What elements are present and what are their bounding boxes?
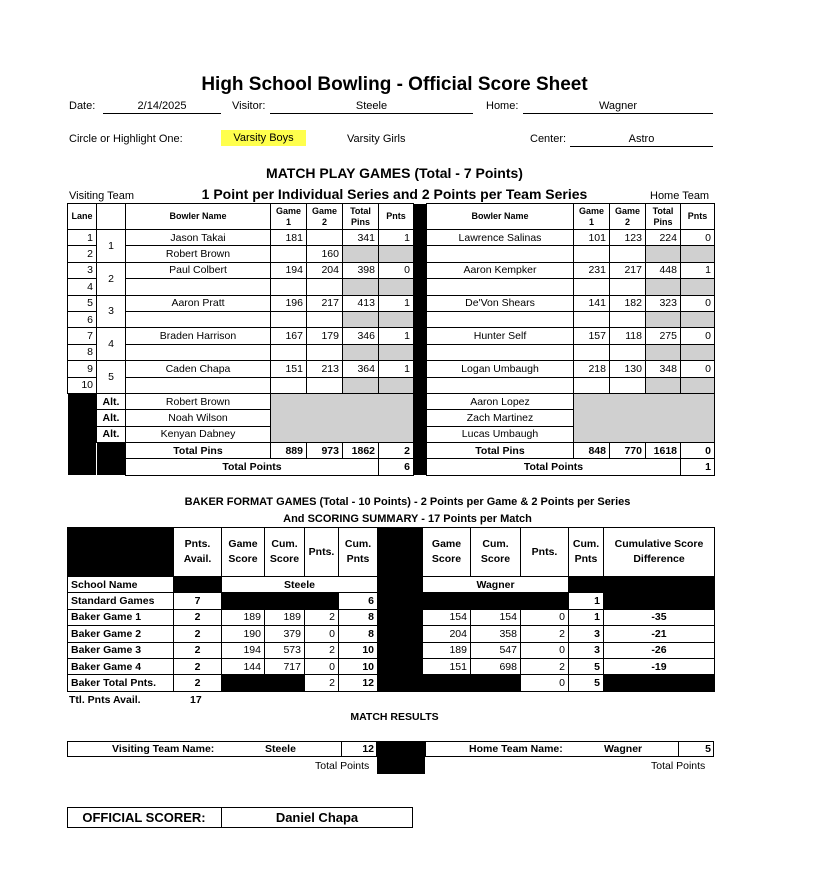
home-total-pins: 275: [646, 328, 681, 344]
lane-number: 8: [68, 344, 97, 360]
baker-avail: 2: [174, 675, 222, 691]
match-play-heading: MATCH PLAY GAMES (Total - 7 Points): [266, 165, 523, 181]
home-game1[interactable]: 141: [574, 295, 610, 311]
baker-heading-1: BAKER FORMAT GAMES (Total - 10 Points) - 2 Points per Game & 2 Points per Series: [184, 496, 631, 508]
visitor-cum-pnts: 6: [339, 593, 378, 609]
home-total-points-label: Total Points: [651, 760, 706, 772]
col-total-header: Total Pins: [343, 204, 379, 230]
col-lane-header: Lane: [68, 204, 97, 230]
home-total-pnts: 0: [681, 443, 715, 459]
center-label: Center:: [530, 133, 567, 145]
home-game1[interactable]: [574, 377, 610, 393]
cumulative-difference: -19: [604, 658, 715, 674]
home-game-score[interactable]: 189: [423, 642, 471, 658]
home-pnts: 0: [681, 295, 715, 311]
home-game2[interactable]: 130: [610, 361, 646, 377]
baker-avail: 2: [174, 658, 222, 674]
visitor-cum-pnts: 12: [339, 675, 378, 691]
home-game2[interactable]: 217: [610, 262, 646, 278]
col-game1-header: Game 1: [271, 204, 307, 230]
home-cum-pnts: 5: [569, 675, 604, 691]
baker-avail: 2: [174, 642, 222, 658]
baker-blank: [604, 593, 715, 609]
visitor-game1[interactable]: [271, 344, 307, 360]
visitor-baker-pnts: 0: [305, 626, 339, 642]
visitor-pnts: [379, 279, 414, 295]
home-alternate[interactable]: Lucas Umbaugh: [427, 426, 574, 442]
home-total-pins: 224: [646, 230, 681, 246]
visitor-baker-pnts: 2: [305, 675, 339, 691]
official-scorer-name[interactable]: Daniel Chapa: [275, 810, 359, 825]
total-points-row: [68, 459, 715, 475]
table-row: [68, 377, 715, 393]
visitor-game1[interactable]: [271, 311, 307, 327]
visitor-game1[interactable]: 151: [271, 361, 307, 377]
cumulative-difference: -35: [604, 609, 715, 625]
visitor-total-pins: 364: [343, 361, 379, 377]
center-field[interactable]: Astro: [570, 132, 713, 147]
alt-row: [68, 393, 715, 409]
col-home-bowler-header: Bowler Name: [427, 204, 574, 230]
home-total-game2: 770: [610, 443, 646, 459]
visitor-bowler-name[interactable]: Paul Colbert: [126, 262, 271, 278]
home-game1[interactable]: [574, 311, 610, 327]
home-alternate[interactable]: Aaron Lopez: [427, 393, 574, 409]
lane-number: 9: [68, 361, 97, 377]
bowler-position: 2: [97, 262, 126, 295]
baker-avail: 2: [174, 626, 222, 642]
home-total-points-label: Total Points: [427, 459, 681, 475]
cumulative-difference: -21: [604, 626, 715, 642]
total-points-label: Total Points: [126, 459, 379, 475]
home-bowler-name[interactable]: Logan Umbaugh: [427, 361, 574, 377]
school-name-label: School Name: [68, 577, 174, 593]
visitor-baker-pnts: 2: [305, 609, 339, 625]
alt-block-fill: [97, 443, 126, 459]
visitor-pnts: 1: [379, 295, 414, 311]
baker-game-score-header: Game Score: [222, 528, 265, 577]
table-row: [68, 246, 715, 262]
home-pnts: [681, 344, 715, 360]
bowler-position: 5: [97, 361, 126, 394]
home-bowler-name[interactable]: [427, 344, 574, 360]
home-cum-pnts: 3: [569, 626, 604, 642]
visitor-game1[interactable]: 196: [271, 295, 307, 311]
lane-number: 5: [68, 295, 97, 311]
home-team-name: Wagner: [604, 743, 643, 755]
visitor-game1[interactable]: 181: [271, 230, 307, 246]
baker-blank: [423, 593, 521, 609]
table-row: [68, 262, 715, 278]
visitor-baker-pnts: 0: [305, 658, 339, 674]
visitor-pnts: [379, 377, 414, 393]
visitor-game-score[interactable]: 144: [222, 658, 265, 674]
visiting-total-points-label: Total Points: [315, 760, 370, 772]
home-bowler-name[interactable]: Hunter Self: [427, 328, 574, 344]
visitor-bowler-name[interactable]: [126, 279, 271, 295]
visitor-total-pins: 398: [343, 262, 379, 278]
home-pnts: [681, 279, 715, 295]
visiting-total-points: 12: [362, 743, 374, 755]
visitor-bowler-name[interactable]: Aaron Pratt: [126, 295, 271, 311]
home-game1[interactable]: [574, 279, 610, 295]
home-team-name-label: Home Team Name:: [469, 743, 563, 755]
visitor-total-game1: 889: [271, 443, 307, 459]
home-game1[interactable]: [574, 246, 610, 262]
home-game1[interactable]: [574, 344, 610, 360]
visitor-game2[interactable]: 213: [307, 361, 343, 377]
baker-avail: 7: [174, 593, 222, 609]
visitor-cum-score: 189: [265, 609, 305, 625]
home-alternate[interactable]: Zach Martinez: [427, 410, 574, 426]
home-game1[interactable]: 231: [574, 262, 610, 278]
visitor-total-pins: [343, 311, 379, 327]
visiting-team-name-label: Visiting Team Name:: [112, 743, 215, 755]
date-field[interactable]: 2/14/2025: [103, 99, 221, 114]
home-cum-score: 547: [471, 642, 521, 658]
visitor-bowler-name[interactable]: [126, 311, 271, 327]
visitor-game2[interactable]: 204: [307, 262, 343, 278]
home-label: Home:: [486, 100, 519, 112]
visitor-cum-pnts: 8: [339, 609, 378, 625]
match-play-subheading: 1 Point per Individual Series and 2 Points per Team Series: [201, 186, 588, 202]
lane-number: 3: [68, 262, 97, 278]
baker-pnts-header: Pnts.: [305, 528, 339, 577]
baker-blank: [305, 593, 339, 609]
alt-label: Alt.: [97, 393, 126, 409]
home-pnts: 0: [681, 361, 715, 377]
visitor-game-score[interactable]: 189: [222, 609, 265, 625]
home-total-pins: [646, 344, 681, 360]
alt-label: Alt.: [97, 410, 126, 426]
baker-blank: [222, 675, 305, 691]
baker-row-label: Standard Games: [68, 593, 174, 609]
home-pnts: [681, 377, 715, 393]
home-bowler-name[interactable]: [427, 377, 574, 393]
baker-avail: 2: [174, 609, 222, 625]
visitor-game2[interactable]: [307, 230, 343, 246]
home-pnts: 0: [681, 230, 715, 246]
col-pnts-header: Pnts: [379, 204, 414, 230]
visitor-cum-pnts: 10: [339, 658, 378, 674]
visitor-total-all: 1862: [343, 443, 379, 459]
visitor-alternate[interactable]: Kenyan Dabney: [126, 426, 271, 442]
visitor-alternate[interactable]: Robert Brown: [126, 393, 271, 409]
visitor-game2[interactable]: [307, 279, 343, 295]
home-baker-pnts: 2: [521, 658, 569, 674]
lane-number: 2: [68, 246, 97, 262]
visitor-game-score[interactable]: 190: [222, 626, 265, 642]
baker-row-label: Baker Game 4: [68, 658, 174, 674]
home-total-pins-label: Total Pins: [427, 443, 574, 459]
table-row: [68, 361, 715, 377]
home-field[interactable]: Wagner: [523, 99, 713, 114]
home-cum-pnts: 3: [569, 642, 604, 658]
home-game2[interactable]: [610, 377, 646, 393]
baker-row-label: Baker Game 1: [68, 609, 174, 625]
visitor-bowler-name[interactable]: [126, 377, 271, 393]
col-home-total-header: Total Pins: [646, 204, 681, 230]
visiting-team-name: Steele: [265, 743, 296, 755]
baker-avail-header: Pnts. Avail.: [174, 528, 222, 577]
home-total-pins: 448: [646, 262, 681, 278]
visitor-total-pins: [343, 377, 379, 393]
home-pnts: [681, 246, 715, 262]
table-row: [68, 344, 715, 360]
home-game-score[interactable]: 151: [423, 658, 471, 674]
visitor-total-pins: 413: [343, 295, 379, 311]
option-varsity-girls[interactable]: Varsity Girls: [347, 133, 406, 145]
home-game2[interactable]: [610, 344, 646, 360]
baker-blank: [423, 675, 521, 691]
total-pins-row: [68, 443, 715, 459]
home-game2[interactable]: [610, 311, 646, 327]
home-bowler-name[interactable]: Aaron Kempker: [427, 262, 574, 278]
visitor-game2[interactable]: 160: [307, 246, 343, 262]
home-game2[interactable]: 118: [610, 328, 646, 344]
visitor-label: Visitor:: [232, 100, 266, 112]
visitor-pnts: [379, 246, 414, 262]
visitor-total-points-value: 6: [379, 459, 414, 475]
home-total-game1: 848: [574, 443, 610, 459]
lane-number: 6: [68, 311, 97, 327]
visitor-pnts: 1: [379, 361, 414, 377]
baker-home-cum-score-header: Cum. Score: [471, 528, 521, 577]
home-bowler-name[interactable]: [427, 246, 574, 262]
visitor-alt-shaded: [271, 393, 414, 442]
visitor-bowler-name[interactable]: Braden Harrison: [126, 328, 271, 344]
alt-block: [68, 393, 97, 475]
visitor-game1[interactable]: [271, 246, 307, 262]
home-bowler-name[interactable]: Lawrence Salinas: [427, 230, 574, 246]
home-bowler-name[interactable]: De'Von Shears: [427, 295, 574, 311]
circle-label: Circle or Highlight One:: [69, 133, 183, 145]
visitor-game1[interactable]: 194: [271, 262, 307, 278]
home-baker-pnts: 0: [521, 609, 569, 625]
visitor-pnts: 1: [379, 328, 414, 344]
table-row: [68, 230, 715, 246]
col-bowler-header: Bowler Name: [126, 204, 271, 230]
home-total-pins: [646, 246, 681, 262]
visitor-pnts: 1: [379, 230, 414, 246]
home-cum-score: 358: [471, 626, 521, 642]
visitor-school-name: Steele: [222, 577, 378, 593]
baker-home-pnts-header: Pnts.: [521, 528, 569, 577]
home-game2[interactable]: [610, 246, 646, 262]
home-game1[interactable]: 218: [574, 361, 610, 377]
baker-cum-pnts-header: Cum. Pnts: [339, 528, 378, 577]
home-game-score[interactable]: 154: [423, 609, 471, 625]
home-total-pins: [646, 311, 681, 327]
table-row: [68, 328, 715, 344]
home-cum-pnts: 5: [569, 658, 604, 674]
official-scorer-label: OFFICIAL SCORER:: [82, 810, 206, 825]
visitor-pnts: 0: [379, 262, 414, 278]
home-pnts: [681, 311, 715, 327]
col-home-pnts-header: Pnts: [681, 204, 715, 230]
home-baker-pnts: 0: [521, 642, 569, 658]
table-row: [68, 279, 715, 295]
home-total-points: 5: [705, 743, 711, 755]
baker-heading-2: And SCORING SUMMARY - 17 Points per Match: [283, 513, 532, 525]
home-total-pins: 323: [646, 295, 681, 311]
visitor-total-game2: 973: [307, 443, 343, 459]
lane-number: 10: [68, 377, 97, 393]
baker-blank: [521, 593, 569, 609]
visitor-pnts: [379, 344, 414, 360]
visitor-total-pins: [343, 344, 379, 360]
visitor-cum-score: 379: [265, 626, 305, 642]
visitor-cum-score: 717: [265, 658, 305, 674]
visitor-total-pins: 346: [343, 328, 379, 344]
home-game-score[interactable]: 204: [423, 626, 471, 642]
home-total-pins: [646, 377, 681, 393]
visitor-game2[interactable]: [307, 311, 343, 327]
home-game2[interactable]: [610, 279, 646, 295]
visitor-alternate[interactable]: Noah Wilson: [126, 410, 271, 426]
bowler-position: 3: [97, 295, 126, 328]
alt-label: Alt.: [97, 426, 126, 442]
baker-row-label: Baker Game 2: [68, 626, 174, 642]
table-row: [68, 311, 715, 327]
home-total-pins: [646, 279, 681, 295]
match-results-heading: MATCH RESULTS: [350, 711, 439, 723]
home-team-label: Home Team: [650, 190, 710, 202]
visitor-game2[interactable]: 217: [307, 295, 343, 311]
visitor-cum-score: 573: [265, 642, 305, 658]
baker-table: [67, 527, 715, 692]
baker-blank: [604, 675, 715, 691]
col-home-game1-header: Game 1: [574, 204, 610, 230]
lane-number: 7: [68, 328, 97, 344]
cumulative-difference: -26: [604, 642, 715, 658]
home-game2[interactable]: 182: [610, 295, 646, 311]
lane-number: 1: [68, 230, 97, 246]
visitor-game1[interactable]: [271, 377, 307, 393]
visitor-bowler-name[interactable]: Robert Brown: [126, 246, 271, 262]
visitor-field[interactable]: Steele: [270, 99, 473, 114]
ttl-pnts-avail-value: 17: [190, 694, 202, 706]
home-game1[interactable]: 157: [574, 328, 610, 344]
home-game2[interactable]: 123: [610, 230, 646, 246]
home-game1[interactable]: 101: [574, 230, 610, 246]
home-alt-shaded: [574, 393, 715, 442]
home-total-all: 1618: [646, 443, 681, 459]
visitor-cum-pnts: 10: [339, 642, 378, 658]
home-baker-pnts: 2: [521, 626, 569, 642]
home-cum-score: 154: [471, 609, 521, 625]
ttl-pnts-avail-label: Ttl. Pnts Avail.: [69, 694, 141, 706]
baker-row-label: Baker Total Pnts.: [68, 675, 174, 691]
home-total-pins: 348: [646, 361, 681, 377]
home-cum-pnts: 1: [569, 609, 604, 625]
col-game2-header: Game 2: [307, 204, 343, 230]
home-school-name: Wagner: [423, 577, 569, 593]
visitor-bowler-name[interactable]: [126, 344, 271, 360]
home-bowler-name[interactable]: [427, 279, 574, 295]
visitor-total-pnts: 2: [379, 443, 414, 459]
visitor-total-pins: [343, 279, 379, 295]
visitor-game2[interactable]: 179: [307, 328, 343, 344]
baker-home-game-score-header: Game Score: [423, 528, 471, 577]
visitor-game2[interactable]: [307, 377, 343, 393]
visitor-game1[interactable]: 167: [271, 328, 307, 344]
table-row: [68, 295, 715, 311]
home-cum-score: 698: [471, 658, 521, 674]
home-bowler-name[interactable]: [427, 311, 574, 327]
home-pnts: 0: [681, 328, 715, 344]
option-varsity-boys[interactable]: Varsity Boys: [221, 130, 306, 146]
results-divider: [377, 741, 425, 774]
visitor-total-pins: [343, 246, 379, 262]
home-cum-pnts: 1: [569, 593, 604, 609]
baker-cum-score-header: Cum. Score: [265, 528, 305, 577]
bowler-position: 1: [97, 230, 126, 263]
visitor-pnts: [379, 311, 414, 327]
baker-home-cum-pnts-header: Cum. Pnts: [569, 528, 604, 577]
home-total-points-value: 1: [681, 459, 715, 475]
visitor-game1[interactable]: [271, 279, 307, 295]
home-baker-pnts: 0: [521, 675, 569, 691]
visitor-game2[interactable]: [307, 344, 343, 360]
lane-number: 4: [68, 279, 97, 295]
visitor-total-pins: 341: [343, 230, 379, 246]
baker-row-label: Baker Game 3: [68, 642, 174, 658]
visitor-baker-pnts: 2: [305, 642, 339, 658]
visiting-team-label: Visiting Team: [69, 190, 135, 202]
home-pnts: 1: [681, 262, 715, 278]
visitor-bowler-name[interactable]: Caden Chapa: [126, 361, 271, 377]
total-pins-label: Total Pins: [126, 443, 271, 459]
alt-block-fill: [97, 459, 126, 475]
cumulative-diff-header: Cumulative Score Difference: [604, 528, 715, 577]
match-play-table: [67, 203, 715, 476]
col-home-game2-header: Game 2: [610, 204, 646, 230]
visitor-cum-pnts: 8: [339, 626, 378, 642]
baker-blank: [222, 593, 305, 609]
date-label: Date:: [69, 100, 96, 112]
page-title: High School Bowling - Official Score Sheet: [201, 74, 588, 95]
visitor-bowler-name[interactable]: Jason Takai: [126, 230, 271, 246]
bowler-position: 4: [97, 328, 126, 361]
visitor-game-score[interactable]: 194: [222, 642, 265, 658]
